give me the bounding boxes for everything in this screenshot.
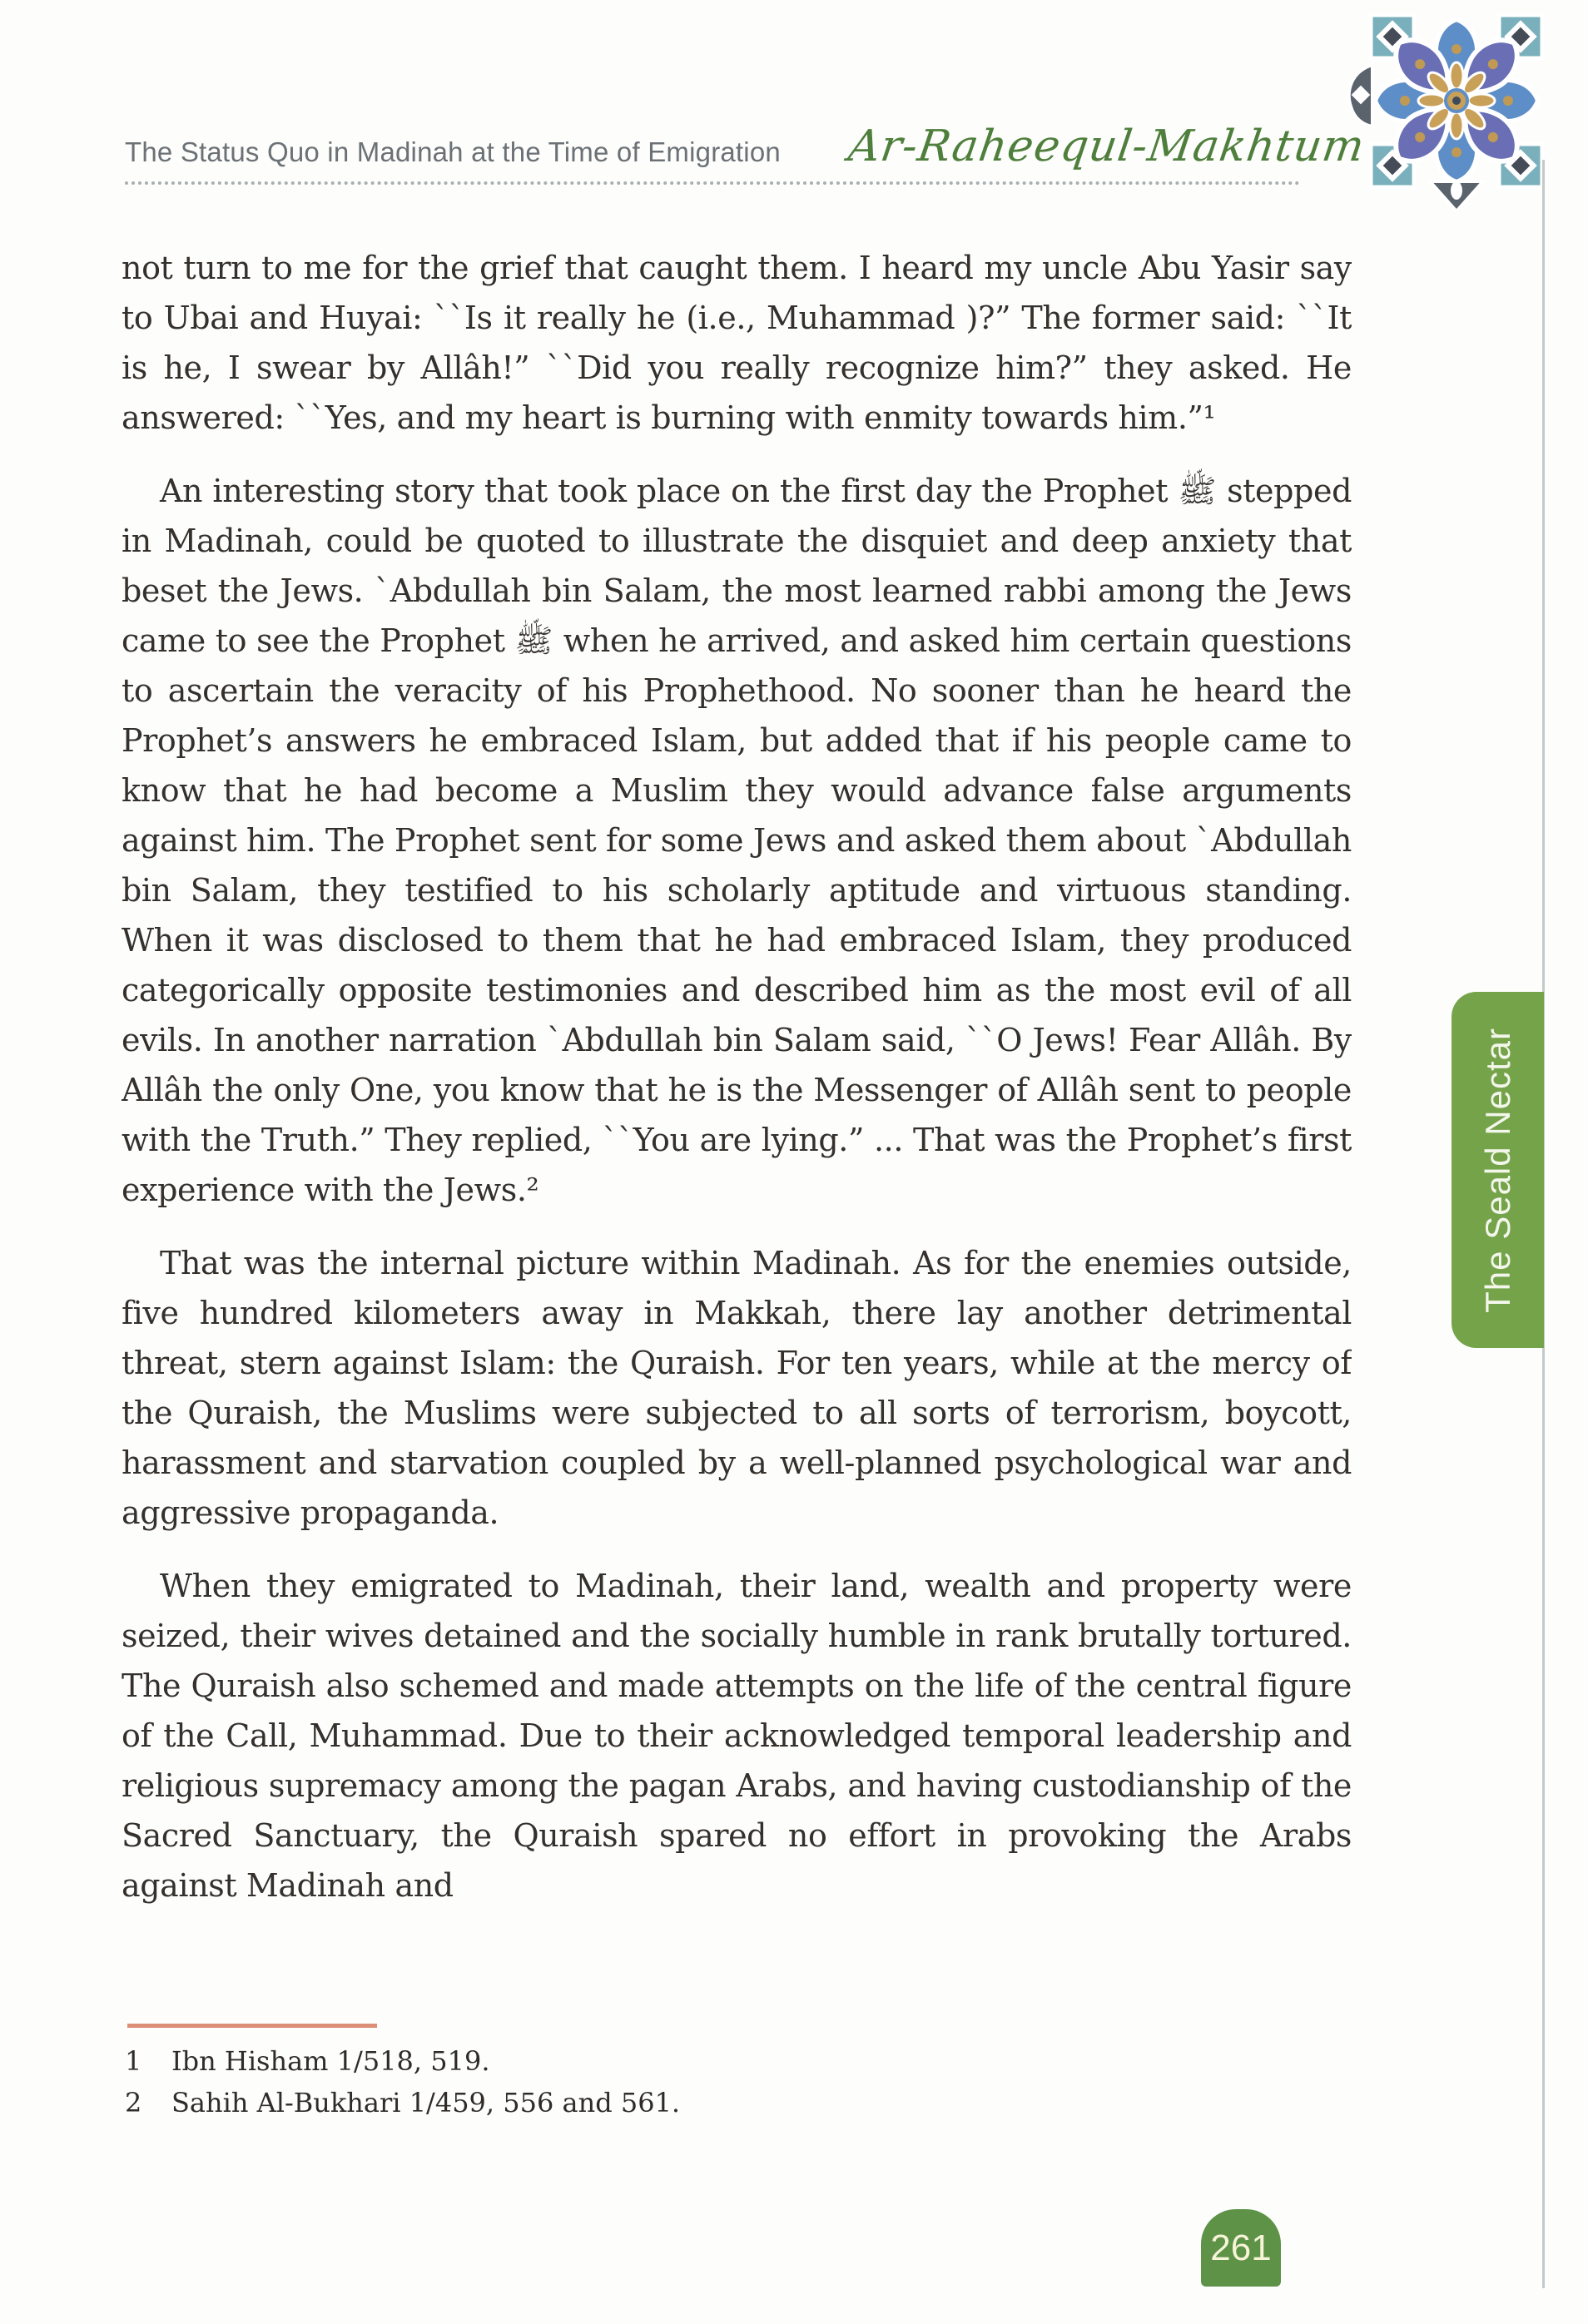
footnotes	[125, 2040, 957, 2123]
book-title-calligraphy: Ar-Raheequl-Makhtum	[845, 121, 1368, 171]
chapter-title: The Status Quo in Madinah at the Time of Emigration	[125, 136, 781, 167]
body-paragraph: An interesting story that took place on the first day the Prophet ﷺ stepped in Madinah, could be quoted to illustrate the disquiet and deep anxiety that beset the Jews. `Abdullah bin Salam, the most learned rabbi among the Jews came to see the Prophet ﷺ when he arrived, and asked him certain questions to ascertain the veracity of his Prophethood. No sooner than he heard the Prophet’s answers he embraced Islam, but added that if his people came to know that he had become a Muslim they would advance false arguments against him. The Prophet sent for some Jews and asked them about `Abdullah bin Salam, they testified to his scholarly aptitude and virtuous standing. When it was disclosed to them that he had embraced Islam, they produced categorically opposite testimonies and described him as the most evil of all evils. In another narration `Abdullah bin Salam said, ``O Jews! Fear Allâh. By Allâh the only One, you know that he is the Messenger of Allâh sent to people with the Truth.” They replied, ``You are lying.” ... That was the Prophet’s first experience with the Jews.²	[122, 473, 1352, 1208]
book-edge-tab-label: The Seald Nectar	[1477, 1027, 1517, 1313]
body-paragraph: That was the internal picture within Madinah. As for the enemies outside, five hundred kilometers away in Makkah, there lay another detrimental threat, stern against Islam: the Quraish. For ten years, while at the mercy of the Quraish, the Muslims were subjected to all sorts of terrorism, boycott, harassment and starvation coupled by a well-planned psychological war and aggressive propaganda.	[122, 1245, 1352, 1531]
footnote-text: Sahih Al-Bukhari 1/459, 556 and 561.	[171, 2087, 681, 2118]
footnote	[125, 2082, 957, 2123]
footnote-number: 1	[125, 2045, 142, 2077]
body-paragraph: When they emigrated to Madinah, their land, wealth and property were seized, their wives detained and the socially humble in rank brutally tortured. The Quraish also schemed and made attempts on the life of the central figure of the Call, Muhammad. Due to their acknowledged temporal leadership and religious supremacy among the pagan Arabs, and having custodianship of the Sacred Sanctuary, the Quraish spared no effort in provoking the Arabs against Madinah and	[122, 1568, 1352, 1904]
page-number-badge	[1201, 2209, 1281, 2287]
body-paragraph: not turn to me for the grief that caught them. I heard my uncle Abu Yasir say to Ubai and Huyai: ``Is it really he (i.e., Muhammad )?” The former said: ``It is he, I swear by Allâh!” ``Did you really recognize him?” they asked. He answered: ``Yes, and my heart is burning with enmity towards him.”¹	[122, 250, 1352, 436]
footnote	[125, 2040, 957, 2082]
body-text	[122, 243, 1352, 2024]
page-number: 261	[1210, 2227, 1272, 2268]
islamic-tile-ornament	[1342, 8, 1546, 215]
footnote-text: Ibn Hisham 1/518, 519.	[171, 2045, 490, 2077]
footnote-number: 2	[125, 2087, 142, 2118]
footnote-separator-rule	[127, 2024, 377, 2028]
book-edge-tab	[1452, 992, 1544, 1348]
